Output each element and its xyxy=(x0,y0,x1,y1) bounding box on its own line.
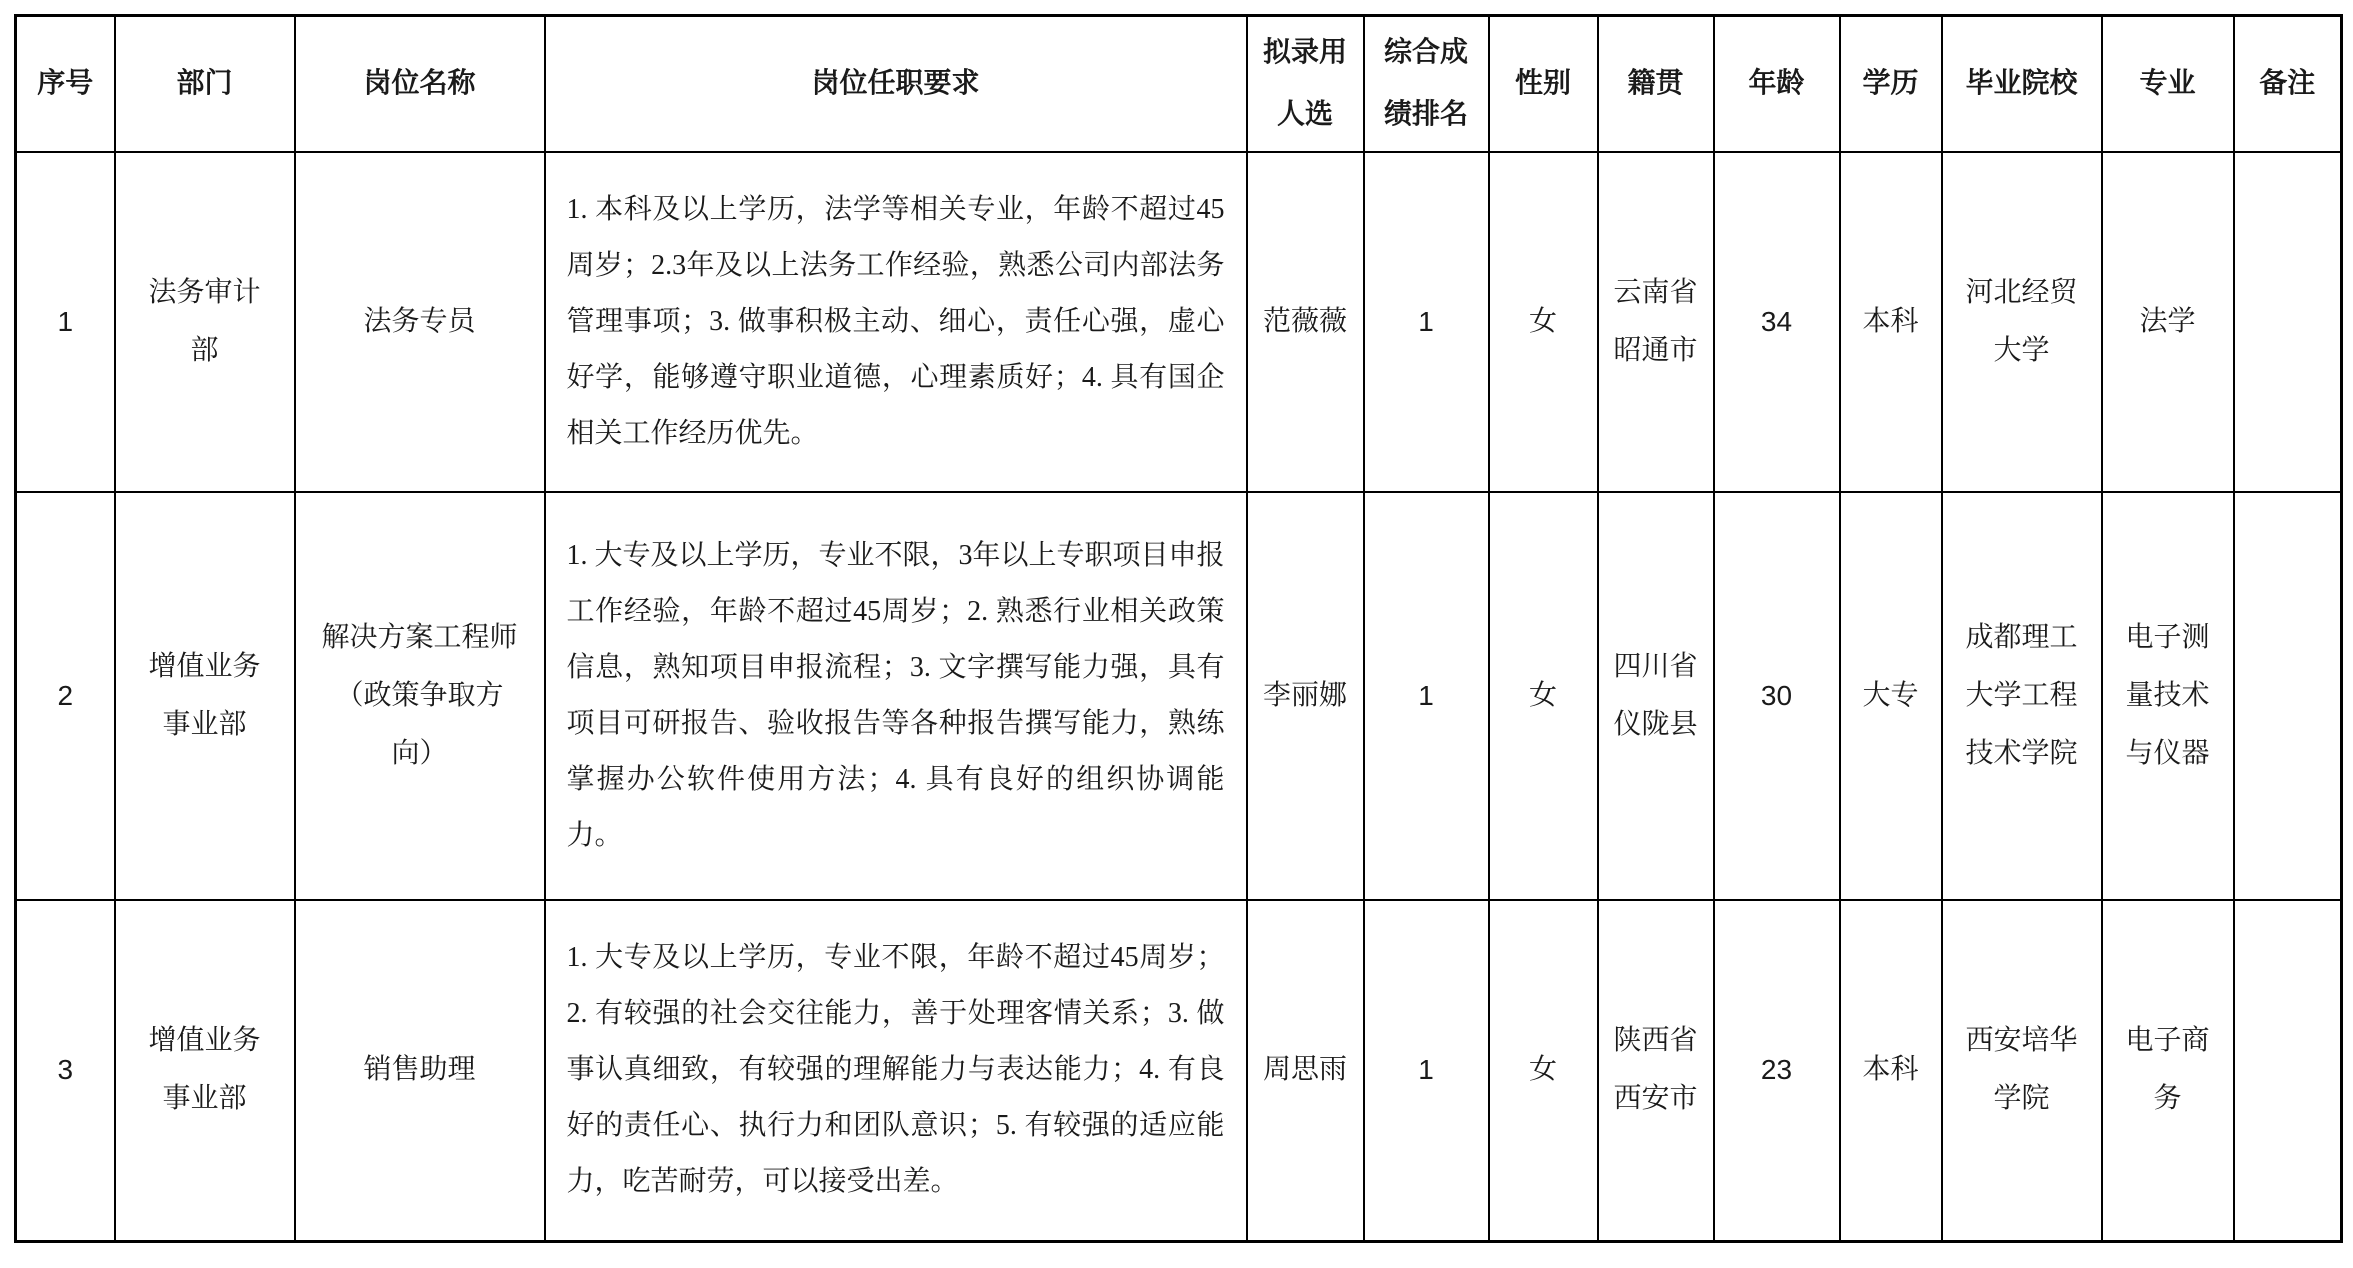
cell-candidate: 范薇薇 xyxy=(1247,152,1364,492)
cell-gender: 女 xyxy=(1489,492,1598,900)
cell-hometown: 陕西省西安市 xyxy=(1598,900,1714,1242)
cell-note xyxy=(2234,492,2342,900)
cell-school: 河北经贸大学 xyxy=(1942,152,2102,492)
cell-candidate: 周思雨 xyxy=(1247,900,1364,1242)
cell-department: 增值业务事业部 xyxy=(115,900,295,1242)
cell-position: 法务专员 xyxy=(295,152,545,492)
cell-education: 本科 xyxy=(1840,900,1942,1242)
col-header-position: 岗位名称 xyxy=(295,16,545,152)
table-row xyxy=(16,492,2342,900)
header-row xyxy=(16,16,2342,152)
table-header xyxy=(16,16,2342,152)
cell-position: 解决方案工程师（政策争取方向） xyxy=(295,492,545,900)
cell-seq: 3 xyxy=(16,900,115,1242)
cell-major: 法学 xyxy=(2102,152,2234,492)
table-body xyxy=(16,152,2342,1242)
cell-age: 30 xyxy=(1714,492,1840,900)
cell-age: 23 xyxy=(1714,900,1840,1242)
col-header-requirements: 岗位任职要求 xyxy=(545,16,1247,152)
cell-requirements: 1. 大专及以上学历，专业不限，3年以上专职项目申报工作经验，年龄不超过45周岁；2. 熟悉行业相关政策信息，熟知项目申报流程；3. 文字撰写能力强，具有项目可研报告、验收报告等各种报告撰写能力，熟练掌握办公软件使用方法；4. 具有良好的组织协调能力。 xyxy=(545,492,1247,900)
col-header-rank: 综合成绩排名 xyxy=(1364,16,1489,152)
recruitment-table xyxy=(14,14,2343,1243)
col-header-education: 学历 xyxy=(1840,16,1942,152)
cell-rank: 1 xyxy=(1364,152,1489,492)
cell-requirements: 1. 本科及以上学历，法学等相关专业，年龄不超过45周岁；2.3年及以上法务工作经验，熟悉公司内部法务管理事项；3. 做事积极主动、细心，责任心强，虚心好学，能够遵守职业道德，心理素质好；4. 具有国企相关工作经历优先。 xyxy=(545,152,1247,492)
cell-requirements: 1. 大专及以上学历，专业不限，年龄不超过45周岁；2. 有较强的社会交往能力，善于处理客情关系；3. 做事认真细致，有较强的理解能力与表达能力；4. 有良好的责任心、执行力和团队意识；5. 有较强的适应能力，吃苦耐劳，可以接受出差。 xyxy=(545,900,1247,1242)
cell-age: 34 xyxy=(1714,152,1840,492)
col-header-age: 年龄 xyxy=(1714,16,1840,152)
cell-school: 西安培华学院 xyxy=(1942,900,2102,1242)
cell-rank: 1 xyxy=(1364,492,1489,900)
cell-hometown: 四川省仪陇县 xyxy=(1598,492,1714,900)
cell-department: 法务审计部 xyxy=(115,152,295,492)
cell-seq: 2 xyxy=(16,492,115,900)
cell-position: 销售助理 xyxy=(295,900,545,1242)
cell-education: 本科 xyxy=(1840,152,1942,492)
col-header-department: 部门 xyxy=(115,16,295,152)
cell-education: 大专 xyxy=(1840,492,1942,900)
col-header-note: 备注 xyxy=(2234,16,2342,152)
cell-major: 电子测量技术与仪器 xyxy=(2102,492,2234,900)
table-row xyxy=(16,900,2342,1242)
cell-hometown: 云南省昭通市 xyxy=(1598,152,1714,492)
cell-rank: 1 xyxy=(1364,900,1489,1242)
cell-gender: 女 xyxy=(1489,900,1598,1242)
col-header-hometown: 籍贯 xyxy=(1598,16,1714,152)
cell-school: 成都理工大学工程技术学院 xyxy=(1942,492,2102,900)
cell-note xyxy=(2234,900,2342,1242)
cell-candidate: 李丽娜 xyxy=(1247,492,1364,900)
col-header-gender: 性别 xyxy=(1489,16,1598,152)
col-header-major: 专业 xyxy=(2102,16,2234,152)
cell-gender: 女 xyxy=(1489,152,1598,492)
cell-note xyxy=(2234,152,2342,492)
cell-department: 增值业务事业部 xyxy=(115,492,295,900)
cell-seq: 1 xyxy=(16,152,115,492)
table-row xyxy=(16,152,2342,492)
cell-major: 电子商务 xyxy=(2102,900,2234,1242)
col-header-school: 毕业院校 xyxy=(1942,16,2102,152)
col-header-candidate: 拟录用人选 xyxy=(1247,16,1364,152)
col-header-seq: 序号 xyxy=(16,16,115,152)
